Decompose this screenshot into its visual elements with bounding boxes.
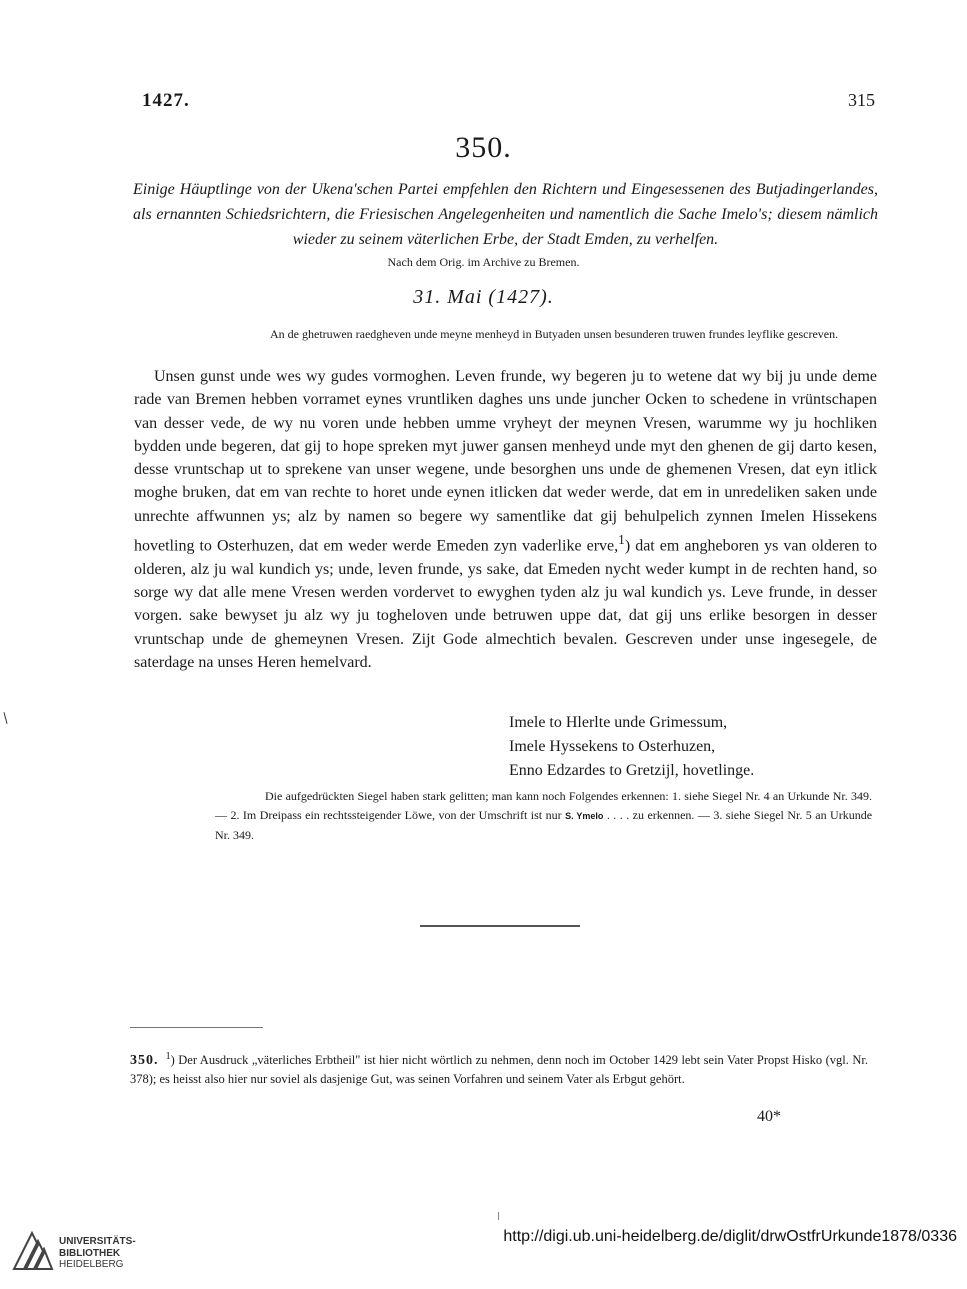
signatory-3: Enno Edzardes to Gretzijl, hovetlinge. bbox=[509, 762, 755, 779]
section-separator bbox=[420, 925, 580, 927]
document-date: 31. Mai (1427). bbox=[413, 286, 554, 308]
footnote-rule bbox=[130, 1027, 263, 1028]
library-name bbox=[59, 1236, 136, 1271]
scan-mark bbox=[498, 1212, 499, 1220]
letter-body-part2: ) dat em angheboren ys van olderen to olderen, alz ju wal kundich ys; unde, leven frunde, ys sake, dat Emeden nycht weder kumpt in de rechten hand, so sorge wy dat alle mene Vresen werden vordervet to ewyghen tyden alz ju wal kundich ys. Leve frunde, in desser vorgen. sake bewyset ju alz wy ju togheloven unde betruwen uppe dat, dat gij uns erlike besorgen in desser vruntschap unde de ghemeynen Vresen. Zijt Gode almechtich bevalen. Gescreven under unse ingesegele, de saterdage na unses Heren hemelvard. bbox=[134, 537, 877, 671]
source-note: Nach dem Orig. im Archive zu Bremen. bbox=[387, 255, 580, 269]
footnote-reference[interactable]: 1 bbox=[618, 532, 625, 548]
letter-body-part1: Unsen gunst unde wes wy gudes vormoghen. Leven frunde, wy begeren ju to wetene dat wy bij ju unde deme rade van Bremen hebben vorramet eynes vruntliken daghes uns unde juncher Ocken to schedene in vrüntschapen van desser vede, de wy nu voren unde hebben umme vryheyt der meynen Vresen, warumme wy ju hochliken bydden unde begeren, dat gij to hope spreken myt juwer gansen menheyd unde myt den ghenen de gij darto kesen, desse vruntschap ut to sprekene van unser wegene, unde besorghen uns unde de ghemenen Vresen, dat eyn itlick moghe bruken, dat em van rechte to horet unde eynen itlicken dat weder werde, dat em in unredeliken saken unde unrechte affwunnen ys; alz by namen so begere wy samentlike dat gij behulpelich zynnen Imelen Hissekens hovetling to Osterhuzen, dat em weder werde Emeden zyn vaderlike erve, bbox=[134, 368, 877, 555]
library-name-line1: UNIVERSITÄTS- bbox=[59, 1236, 136, 1247]
document-summary: Einige Häuptlinge von der Ukena'schen Partei empfehlen den Richtern und Eingesessenen des Butjadingerlandes, als ernannten Schiedsrichtern, die Friesischen Angelegenheiten und namentlich die Sache Imelo's; diesem nämlich wieder zu seinem väterlichen Erbe, der Stadt Emden, zu verhelfen. bbox=[133, 181, 878, 248]
library-name-line2: BIBLIOTHEK bbox=[59, 1247, 121, 1259]
seal-note bbox=[215, 787, 872, 845]
footnote-marker: 1 bbox=[165, 1051, 171, 1062]
document-number: 350. bbox=[455, 131, 512, 164]
page-number: 315 bbox=[848, 90, 875, 110]
signatory-2: Imele Hyssekens to Osterhuzen, bbox=[509, 738, 716, 755]
footnote bbox=[130, 1047, 868, 1089]
margin-mark bbox=[3, 712, 7, 724]
running-head-year: 1427. bbox=[142, 90, 190, 111]
footnote-doc-number: 350. bbox=[130, 1053, 159, 1069]
library-logo-icon[interactable] bbox=[10, 1227, 56, 1273]
seal-note-end: . . . . zu erkennen. — 3. siehe Siegel Nr. 5 an Urkunde Nr. 349. bbox=[215, 808, 873, 842]
footnote-text: ) Der Ausdruck „väterliches Erbtheil" ist hier nicht wörtlich zu nehmen, denn noch im October 1429 lebt sein Vater Propst Hisko (vgl. Nr. 378); es heisst also hier nur soviel als dasjenige Gut, was seinen Vorfahren und seinem Vater als Erbgut gehört. bbox=[130, 1053, 868, 1087]
sheet-signature: 40* bbox=[757, 1108, 781, 1125]
source-url-link[interactable]: http://digi.ub.uni-heidelberg.de/diglit/drwOstfrUrkunde1878/0336 bbox=[503, 1228, 957, 1245]
seal-inscription: S. Ymelo bbox=[565, 811, 604, 821]
library-name-line3: HEIDELBERG bbox=[59, 1259, 124, 1270]
letter-address: An de ghetruwen raedgheven unde meyne menheyd in Butyaden unsen besunderen truwen frundes leyflike gescreven. bbox=[270, 327, 839, 341]
signatory-1: Imele to Hlerlte unde Grimessum, bbox=[509, 714, 728, 731]
letter-body bbox=[134, 365, 877, 674]
seal-note-start: Die aufgedrückten Siegel haben stark gelitten; man kann noch Folgendes erkennen: 1. siehe Siegel Nr. 4 an Urkunde Nr. 349. — 2. Im Dreipass ein rechtssteigender Löwe, von der Umschrift ist nur bbox=[215, 789, 872, 822]
